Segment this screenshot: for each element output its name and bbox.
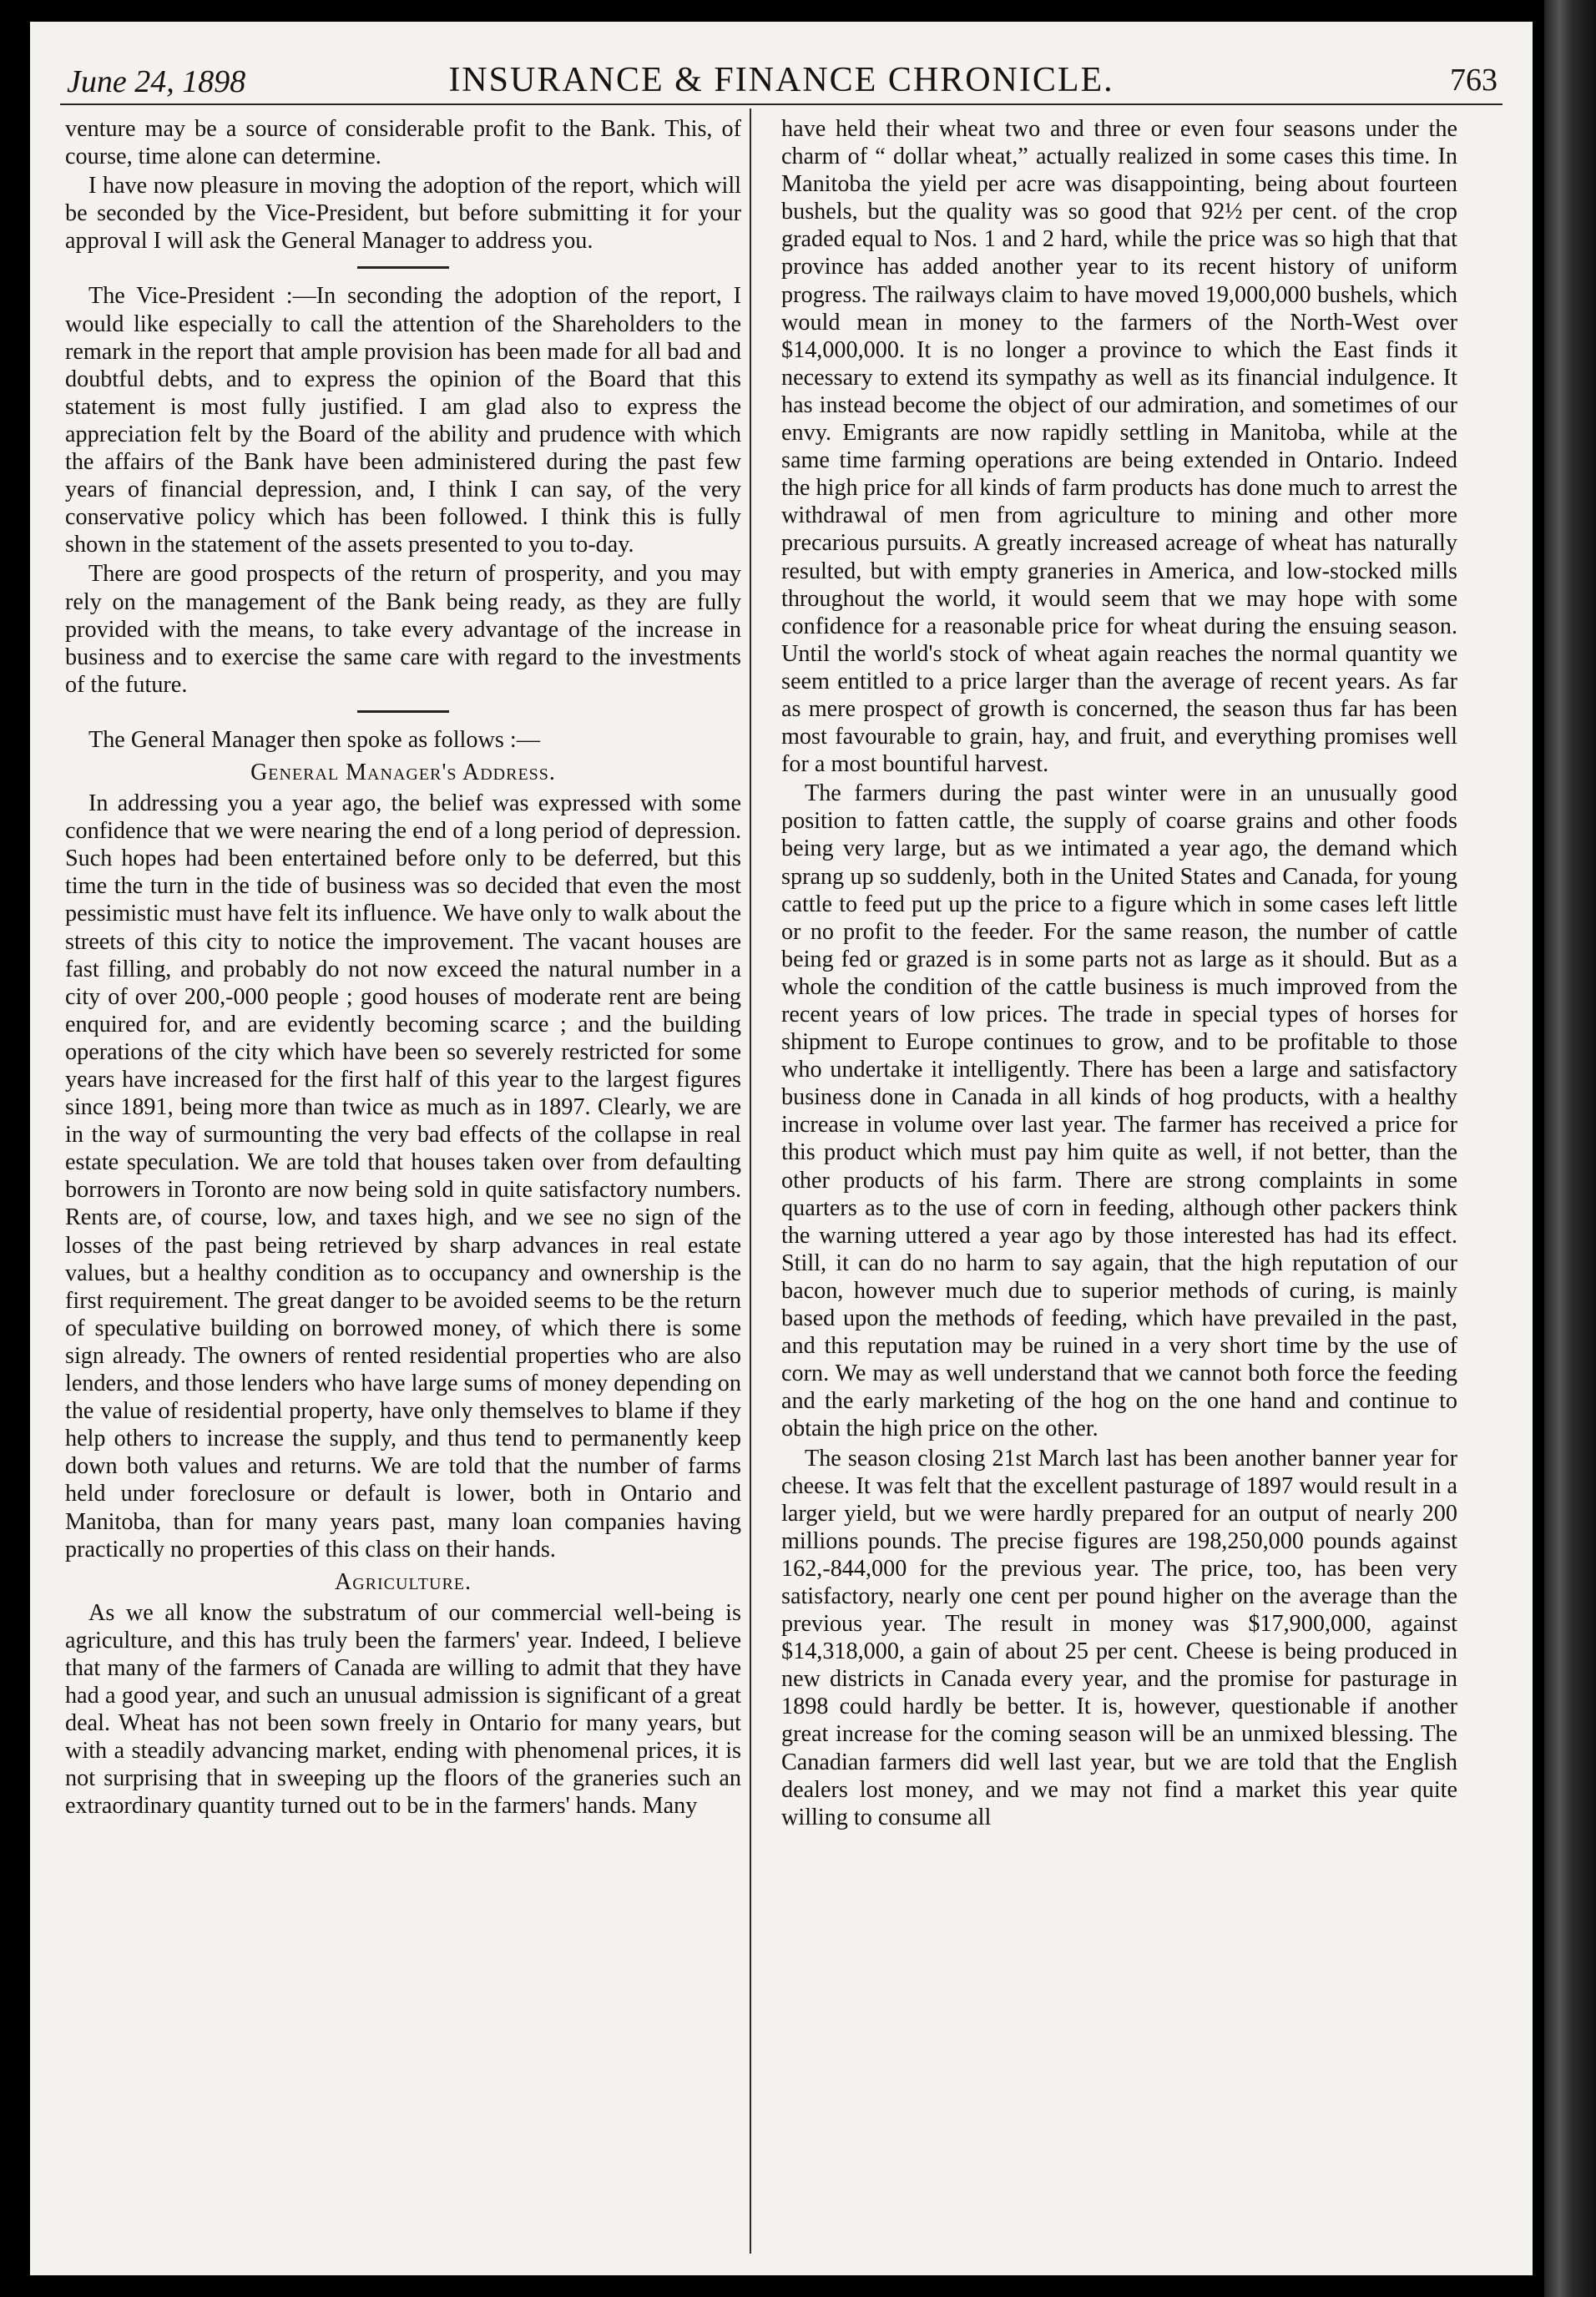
paragraph: As we all know the substratum of our commercial well-being is agriculture, and this has truly been the farmers' year. Indeed, I believe that many of the farmers of Canada are willing to admit that they have had a good year, and such an unusual admission is significant of a great deal. Wheat has not been sown freely in Ontario for many years, but with a steadily advancing market, ending with phenomenal prices, it is not surprising that in sweeping up the floors of the graneries such an extraordinary quantity turned out to be in the farmers' hands. Many bbox=[65, 1599, 741, 1820]
speech-intro: The General Manager then spoke as follows :— bbox=[88, 726, 540, 753]
paragraph: In addressing you a year ago, the belief was expressed with some confidence that we were nearing the end of a long period of depression. Such hopes had been entertained before only to be deferred, but this time the turn in the tide of business was so decided that even the most pessimistic must have felt its influence. We have only to walk about the streets of this city to notice the improvement. The vacant houses are fast filling, and probably do not now exceed the natural number in a city of over 200,-000 people ; good houses of moderate rent are being enquired for, and are evidently becoming scarce ; and the building operations of the city which have been so severely restricted for some years have increased for the first half of this year to the largest figures since 1891, being more than twice as much as in 1897. Clearly, we are in the way of surmounting the very bad effects of the collapse in real estate speculation. We are told that houses taken over from defaulting borrowers in Toronto are now being sold in quite satisfactory numbers. Rents are, of course, low, and taxes high, and we see no sign of the losses of the past being retrieved by sharp advances in real estate values, but a healthy condition as to occupancy and ownership is the first requirement. The great danger to be avoided seems to be the return of speculative building on borrowed money, of which there is some sign already. The owners of rented residential properties who are also lenders, and those lenders who have large sums of money depending on the value of residential property, have only themselves to blame if they help others to increase the supply, and thus tend to permanently keep down both values and returns. We are told that the number of farms held under foreclosure or default is lower, both in Ontario and Manitoba, than for many years past, many loan companies having practically no properties of this class on their hands. bbox=[65, 790, 741, 1562]
section-heading: General Manager's Address. bbox=[250, 759, 556, 785]
section-rule bbox=[357, 710, 449, 713]
column-divider bbox=[750, 109, 751, 2254]
left-column bbox=[65, 115, 741, 2252]
page-header bbox=[60, 45, 1503, 105]
paragraph: The farmers during the past winter were in an unusually good position to fatten cattle, the supply of coarse grains and other foods being very large, but as we intimated a year ago, the demand which sprang up so suddenly, both in the United States and Canada, for young cattle to feed put up the price to a figure which in some cases left little or no profit to the feeder. For the same reason, the number of cattle being fed or grazed is in some parts not as large as it should. But as a whole the condition of the cattle business is much improved from the recent years of low prices. The trade in special types of horses for shipment to Europe continues to grow, and to be profitable to those who undertake it intelligently. There has been a large and satisfactory business done in Canada in all kinds of hog products, with a healthy increase in volume over last year. The farmer has received a price for this product which must pay him quite as well, if not better, than the other products of his farm. There are strong complaints in some quarters as to the use of corn in feeding, although other packers think the warning uttered a year ago by those interested has had its effect. Still, it can do no harm to say again, that the high reputation of our bacon, however much due to superior methods of curing, is mainly based upon the methods of feeding, which have prevailed in the past, and this reputation may be ruined in a very short time by the use of corn. We may as well understand that we cannot both force the feeding and the early marketing of the hog on the one hand and continue to obtain the high price on the other. bbox=[781, 780, 1457, 1442]
paragraph: venture may be a source of considerable profit to the Bank. This, of course, time alone can determine. bbox=[65, 116, 741, 170]
section-heading: Agriculture. bbox=[334, 1568, 472, 1595]
scan-edge bbox=[1544, 0, 1596, 2297]
page-number: 763 bbox=[1450, 63, 1498, 98]
right-column bbox=[781, 115, 1457, 2252]
paragraph: There are good prospects of the return of prosperity, and you may rely on the management of the Bank being ready, as they are fully provided with the means, to take every advantage of the increase in business and to exercise the same care with regard to the investments of the future. bbox=[65, 561, 741, 698]
paragraph: I have now pleasure in moving the adoption of the report, which will be seconded by the Vice-President, but before submitting it for your approval I will ask the General Manager to address you. bbox=[65, 173, 741, 255]
paragraph: have held their wheat two and three or even four seasons under the charm of “ dollar wheat,” actually realized in some cases this time. In Manitoba the yield per acre was disappointing, being about fourteen bushels, but the quality was so good that 92½ per cent. of the crop graded equal to Nos. 1 and 2 hard, while the price was so high that that province has added another year to its recent history of uniform progress. The railways claim to have moved 19,000,000 bushels, which would mean in money to the farmers of the North-West over $14,000,000. It is no longer a province to which the East finds it necessary to extend its sympathy as well as its financial indulgence. It has instead become the object of our admiration, and sometimes of our envy. Emigrants are now rapidly settling in Manitoba, while at the same time farming operations are being extended in Ontario. Indeed the high price for all kinds of farm products has done much to arrest the withdrawal of men from agriculture to mining and other more precarious pursuits. A greatly increased acreage of wheat has naturally resulted, but with empty graneries in America, and low-stocked mills throughout the world, it would seem that we may hope with some confidence for a reasonable price for wheat during the ensuing season. Until the world's stock of wheat again reaches the normal quantity we seem entitled to a price larger than the average of recent years. As far as mere prospect of growth is concerned, the season thus far has been most favourable to grain, hay, and fruit, and everything promises well for a most bountiful harvest. bbox=[781, 116, 1457, 778]
section-rule bbox=[357, 266, 449, 269]
paragraph: The season closing 21st March last has been another banner year for cheese. It was felt that the excellent pasturage of 1897 would result in a larger yield, but we were hardly prepared for an output of nearly 200 millions pounds. The precise figures are 198,250,000 pounds against 162,-844,000 for the previous year. The price, too, has been very satisfactory, nearly one cent per pound higher on the average than the previous year. The result in money was $17,900,000, against $14,318,000, a gain of about 25 per cent. Cheese is being produced in new districts in Canada every year, and the promise for pasturage in 1898 could hardly be better. It is, however, questionable if another great increase for the coming season will be an unmixed blessing. The Canadian farmers did well last year, but we are told that the English dealers lost money, and we may not find a market this year quite willing to consume all bbox=[781, 1445, 1457, 1830]
issue-date: June 24, 1898 bbox=[67, 64, 246, 99]
publication-title: INSURANCE & FINANCE CHRONICLE. bbox=[448, 61, 1114, 99]
newspaper-page bbox=[30, 22, 1533, 2275]
paragraph: The Vice-President :—In seconding the adoption of the report, I would like especially to call the attention of the Shareholders to the remark in the report that ample provision has been made for all bad and doubtful debts, and to express the opinion of the Board that this statement is most fully justified. I am glad also to express the appreciation felt by the Board of the ability and prudence with which the affairs of the Bank have been administered during the past few years of financial depression, and, I think I can say, of the very conservative policy which has been followed. I think this is fully shown in the statement of the assets presented to you to-day. bbox=[65, 283, 741, 558]
